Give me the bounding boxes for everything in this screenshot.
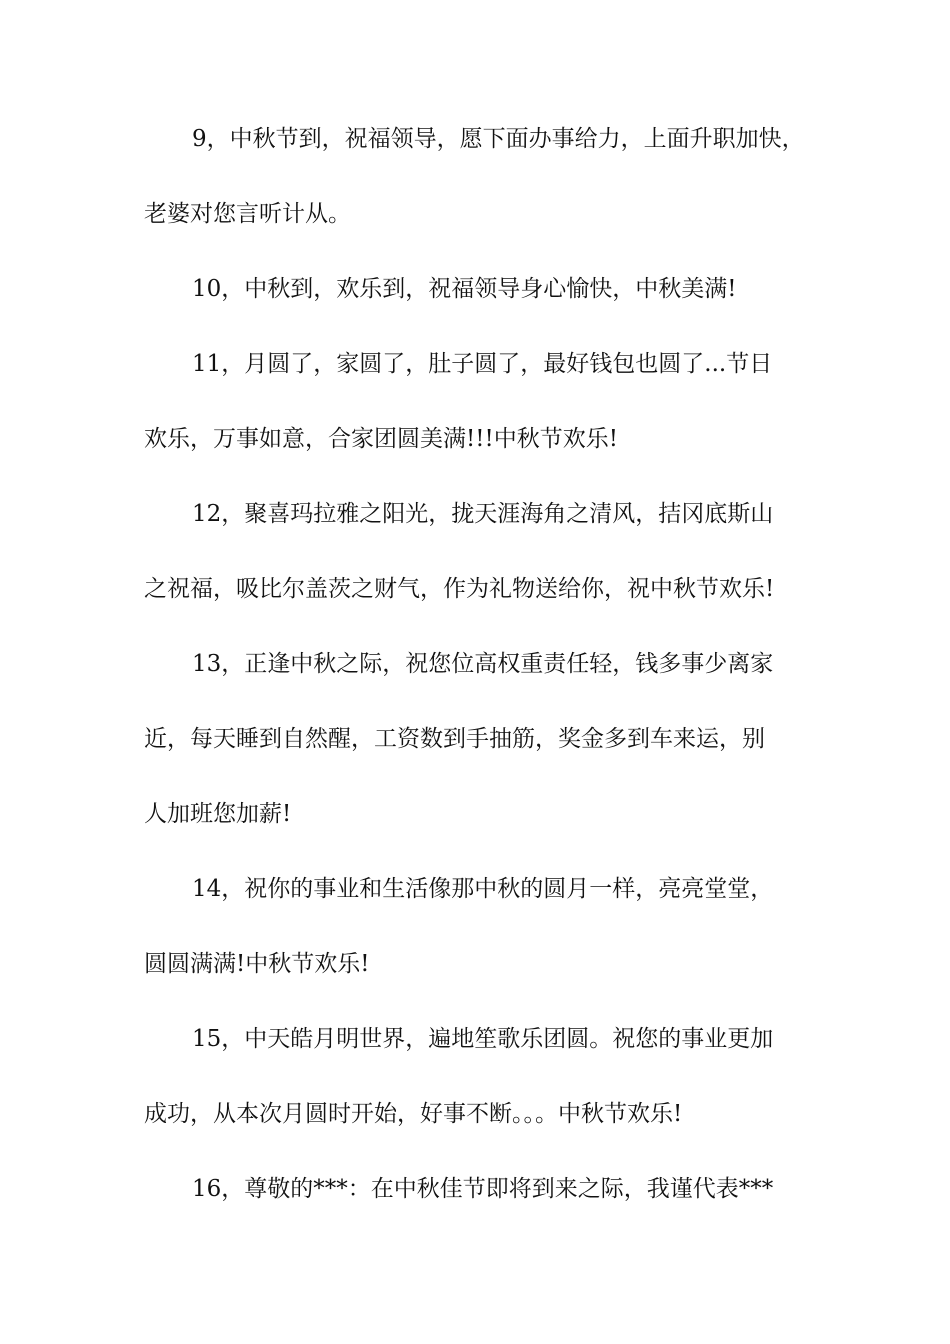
text-line: 近，每天睡到自然醒，工资数到手抽筋，奖金多到车来运，别: [144, 726, 765, 752]
document-body: [144, 126, 824, 1251]
text-line: 人加班您加薪!: [144, 801, 292, 827]
text-line: 圆圆满满!中秋节欢乐!: [144, 951, 370, 977]
paragraph-11: [144, 351, 824, 501]
text-line: 成功，从本次月圆时开始，好事不断。。。中秋节欢乐!: [144, 1101, 683, 1127]
paragraph-13: [144, 651, 824, 876]
text-line: 12，聚喜玛拉雅之阳光，拢天涯海角之清风，拮冈底斯山: [192, 501, 774, 527]
text-line: 9，中秋节到，祝福领导，愿下面办事给力，上面升职加快，: [192, 126, 805, 152]
text-line: 14，祝你的事业和生活像那中秋的圆月一样，亮亮堂堂，: [192, 876, 774, 902]
text-line: 之祝福，吸比尔盖茨之财气，作为礼物送给你，祝中秋节欢乐!: [144, 576, 775, 602]
text-line: 11，月圆了，家圆了，肚子圆了，最好钱包也圆了...节日: [192, 351, 773, 377]
text-line: 欢乐，万事如意，合家团圆美满!!!中秋节欢乐!: [144, 426, 618, 452]
text-line: 13，正逢中秋之际，祝您位高权重责任轻，钱多事少离家: [192, 651, 774, 677]
text-line: 老婆对您言听计从。: [144, 201, 351, 227]
paragraph-14: [144, 876, 824, 1026]
paragraph-10: [144, 276, 824, 351]
paragraph-12: [144, 501, 824, 651]
text-line: 10，中秋到，欢乐到，祝福领导身心愉快，中秋美满!: [192, 276, 737, 302]
text-line: 15，中天皓月明世界，遍地笙歌乐团圆。祝您的事业更加: [192, 1026, 774, 1052]
paragraph-16: [144, 1176, 824, 1251]
paragraph-15: [144, 1026, 824, 1176]
text-line: 16，尊敬的***：在中秋佳节即将到来之际，我谨代表***: [192, 1176, 774, 1202]
paragraph-9: [144, 126, 824, 276]
